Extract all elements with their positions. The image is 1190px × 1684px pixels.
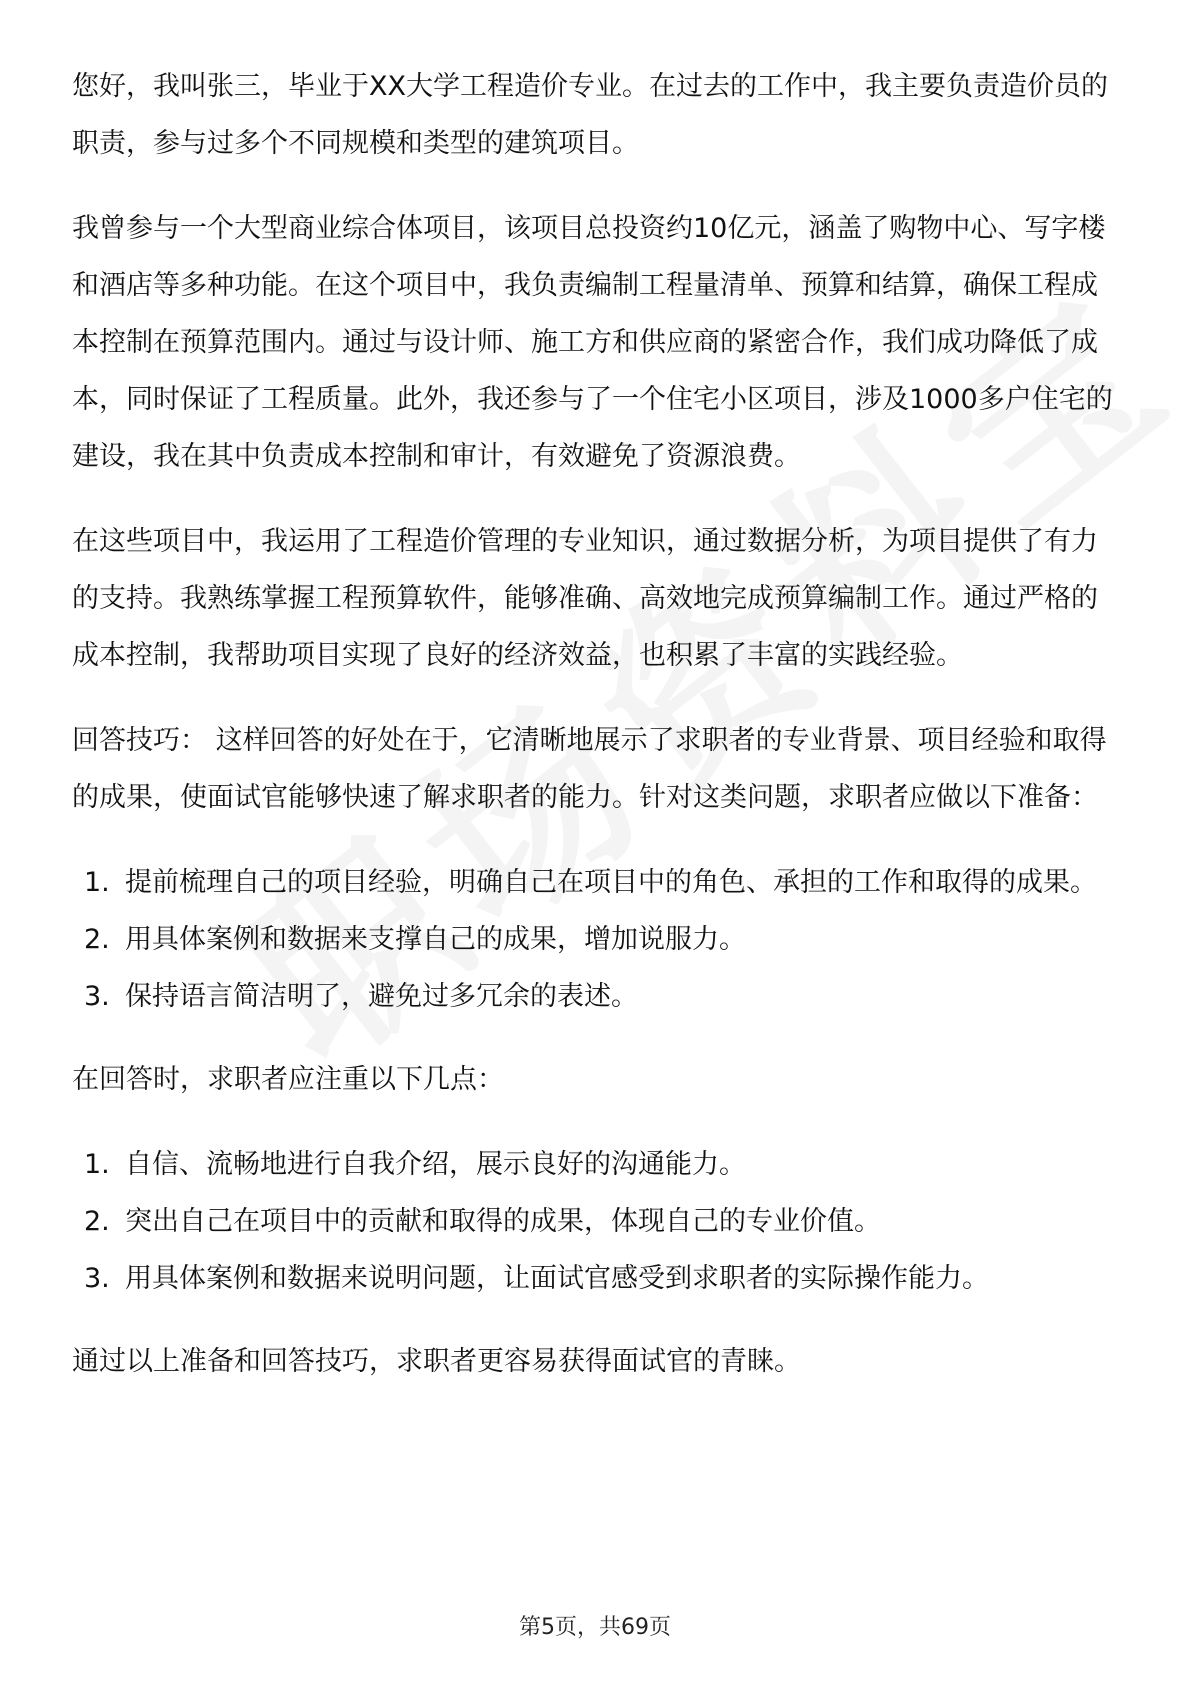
list-text: 突出自己在项目中的贡献和取得的成果，体现自己的专业价值。	[125, 1206, 881, 1237]
list-text: 保持语言简洁明了，避免过多冗余的表述。	[125, 981, 638, 1012]
list-text: 用具体案例和数据来支撑自己的成果，增加说服力。	[125, 924, 746, 955]
list-number: 3.	[84, 981, 110, 1012]
list-item	[72, 911, 1122, 968]
list-item	[72, 968, 1122, 1025]
list-item	[72, 1136, 1122, 1193]
list-text: 提前梳理自己的项目经验，明确自己在项目中的角色、承担的工作和取得的成果。	[125, 867, 1097, 898]
list-item	[72, 854, 1122, 911]
list-number: 1.	[84, 1149, 110, 1180]
key-points-list	[72, 1136, 1122, 1307]
preparation-list	[72, 854, 1122, 1025]
list-item	[72, 1250, 1122, 1307]
list-number: 2.	[84, 1206, 110, 1237]
list-text: 用具体案例和数据来说明问题，让面试官感受到求职者的实际操作能力。	[125, 1263, 989, 1294]
page-number: 第5页，共69页	[519, 1615, 671, 1640]
paragraph-key-points: 在回答时，求职者应注重以下几点：	[72, 1064, 504, 1095]
paragraph-conclusion: 通过以上准备和回答技巧，求职者更容易获得面试官的青睐。	[72, 1346, 801, 1377]
list-number: 1.	[84, 867, 110, 898]
document-body	[72, 58, 1122, 1418]
list-number: 2.	[84, 924, 110, 955]
paragraph-intro: 您好，我叫张三，毕业于XX大学工程造价专业。在过去的工作中，我主要负责造价员的职责，参与过多个不同规模和类型的建筑项目。	[72, 71, 1108, 159]
list-text: 自信、流畅地进行自我介绍，展示良好的沟通能力。	[125, 1149, 746, 1180]
list-item	[72, 1193, 1122, 1250]
paragraph-answer-tips: 回答技巧： 这样回答的好处在于，它清晰地展示了求职者的专业背景、项目经验和取得的成果，使面试官能够快速了解求职者的能力。针对这类问题，求职者应做以下准备：	[72, 725, 1107, 813]
paragraph-skills: 在这些项目中，我运用了工程造价管理的专业知识，通过数据分析，为项目提供了有力的支持。我熟练掌握工程预算软件，能够准确、高效地完成预算编制工作。通过严格的成本控制，我帮助项目实现了良好的经济效益，也积累了丰富的实践经验。	[72, 526, 1098, 671]
paragraph-project-experience: 我曾参与一个大型商业综合体项目，该项目总投资约10亿元，涵盖了购物中心、写字楼和酒店等多种功能。在这个项目中，我负责编制工程量清单、预算和结算，确保工程成本控制在预算范围内。通过与设计师、施工方和供应商的紧密合作，我们成功降低了成本，同时保证了工程质量。此外，我还参与了一个住宅小区项目，涉及1000多户住宅的建设，我在其中负责成本控制和审计，有效避免了资源浪费。	[72, 213, 1113, 472]
list-number: 3.	[84, 1263, 110, 1294]
